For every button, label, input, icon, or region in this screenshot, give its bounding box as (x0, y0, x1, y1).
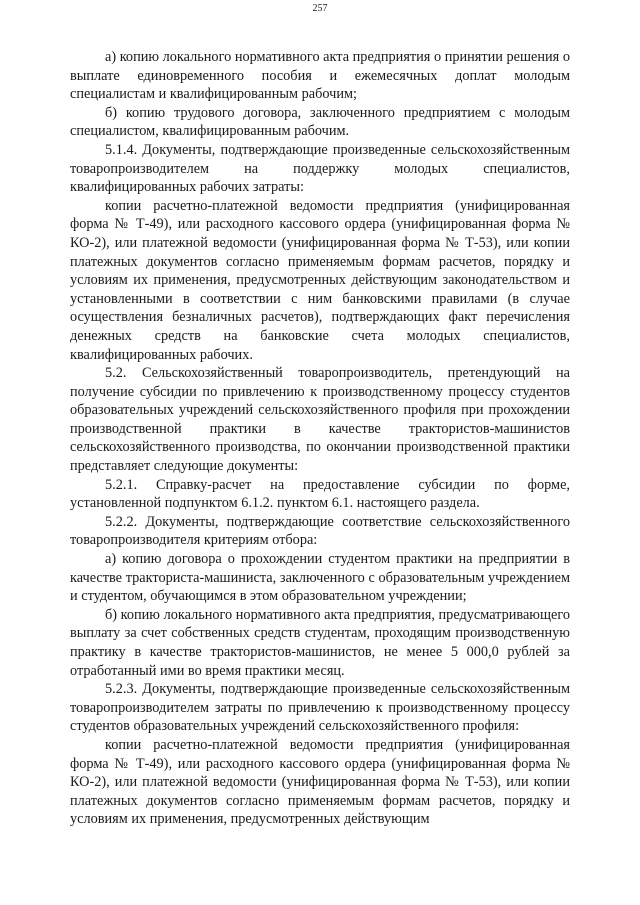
paragraph-5-2-3-payment-copies: копии расчетно-платежной ведомости предприятия (унифицированная форма № Т-49), или расходного кассового ордера (унифицированная форма № КО-2), или платежной ведомости (унифицированная форма № Т-53), или копии платежных документов согласно применяемым формам расчетов, порядку и условиям их применения, предусмотренных действующим (70, 736, 570, 828)
paragraph-5-1-4-heading: 5.1.4. Документы, подтверждающие произведенные сельскохозяйственным товаропроизводителем на поддержку молодых специалистов, квалифицированных рабочих затраты: (70, 141, 570, 196)
document-body (70, 48, 570, 829)
paragraph-5-2-3-heading: 5.2.3. Документы, подтверждающие произведенные сельскохозяйственным товаропроизводителем затраты по привлечению к производственному процессу студентов образовательных учреждений сельскохозяйственного профиля: (70, 681, 570, 735)
paragraph-5-2-2-contract: а) копию договора о прохождении студентом практики на предприятии в качестве тракториста-машиниста, заключенного с образовательным учреждением и студентом, обучающимся в этом образовательном учреждении; (70, 551, 570, 605)
paragraph-5-2-2-local-act: б) копию локального нормативного акта предприятия, предусматривающего выплату за счет собственных средств студентам, проходящим производственную практику в качестве трактористов-машинистов, не менее 5 000,0 рублей за отработанный ими во время практики месяц. (70, 606, 570, 679)
paragraph-copy-local-act-decision: а) копию локального нормативного акта предприятия о принятии решения о выплате единовременного пособия и ежемесячных доплат молодым специалистам и квалифицированным рабочим; (70, 49, 570, 103)
page-number: 257 (312, 3, 328, 14)
paragraph-5-2-2-heading: 5.2.2. Документы, подтверждающие соответствие сельскохозяйственного товаропроизводителя критериям отбора: (70, 513, 570, 549)
paragraph-copy-labor-contract: б) копию трудового договора, заключенного предприятием с молодым специалистом, квалифицированным рабочим. (70, 104, 570, 140)
paragraph-5-1-4-payment-copies: копии расчетно-платежной ведомости предприятия (унифицированная форма № Т-49), или расходного кассового ордера (унифицированная форма № КО-2), или платежной ведомости (унифицированная форма № Т-53), или копии платежных документов согласно применяемым формам расчетов, порядку и условиям их применения, предусмотренных действующим законодательством и установленными в соответствии с ним банковскими правилами (в случае осуществления безналичных расчетов), подтверждающих факт перечисления денежных средств на банковские счета молодых специалистов, квалифицированных рабочих. (70, 197, 570, 363)
paragraph-5-2-1: 5.2.1. Справку-расчет на предоставление субсидии по форме, установленной подпунктом 6.1.2. пунктом 6.1. настоящего раздела. (70, 476, 570, 512)
paragraph-5-2: 5.2. Сельскохозяйственный товаропроизводитель, претендующий на получение субсидии по привлечению к производственному процессу студентов образовательных учреждений сельскохозяйственного профиля при прохождении производственной практики в качестве трактористов-машинистов сельскохозяйственного производства, по окончании производственной практики представляет следующие документы: (70, 365, 570, 475)
